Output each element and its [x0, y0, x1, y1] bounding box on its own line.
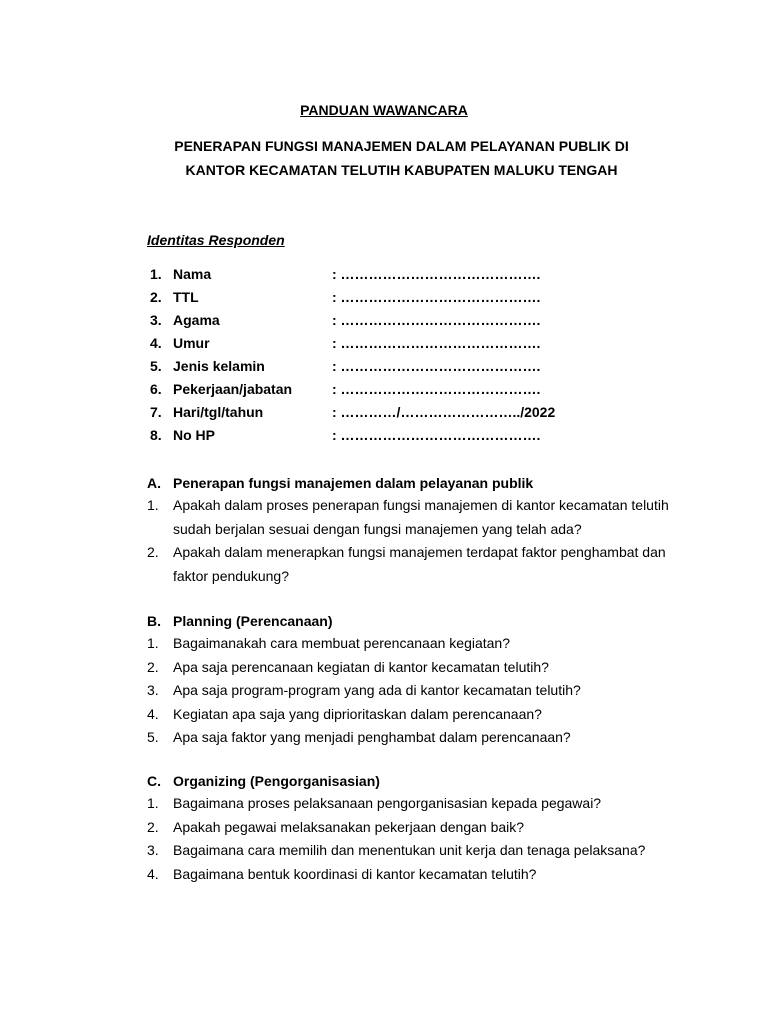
- document-subtitle-line2: KANTOR KECAMATAN TELUTIH KABUPATEN MALUKU TENGAH: [185, 162, 618, 178]
- field-blank: : …………………………………….: [332, 427, 541, 443]
- field-label: Umur: [173, 335, 210, 351]
- question-list-b: [147, 632, 673, 750]
- question-number: 1.: [147, 497, 159, 513]
- section-title: Penerapan fungsi manajemen dalam pelayanan publik: [173, 475, 534, 491]
- field-label: Nama: [173, 266, 212, 282]
- field-blank: : …………/……………………../2022: [332, 404, 556, 420]
- question-number: 1.: [147, 795, 159, 811]
- identity-heading: Identitas Responden: [147, 232, 285, 248]
- question-number: 2.: [147, 544, 159, 560]
- question-text: Apakah pegawai melaksanakan pekerjaan dengan baik?: [173, 818, 525, 835]
- question-item: [147, 656, 673, 680]
- field-blank: : …………………………………….: [332, 266, 541, 282]
- question-number: 4.: [147, 865, 159, 882]
- field-number: 2.: [150, 289, 162, 305]
- document-title: PANDUAN WAWANCARA: [300, 102, 468, 118]
- question-item: [147, 792, 673, 816]
- field-number: 1.: [150, 266, 162, 282]
- question-number: 1.: [147, 635, 159, 651]
- question-item: [147, 863, 673, 887]
- field-number: 5.: [150, 358, 162, 374]
- section-letter: C.: [147, 773, 161, 789]
- field-blank: : …………………………………….: [332, 358, 541, 374]
- section-title: Planning (Perencanaan): [173, 613, 333, 629]
- question-text: Bagaimana cara memilih dan menentukan unit kerja dan tenaga pelaksana?: [173, 842, 646, 858]
- field-blank: : …………………………………….: [332, 335, 541, 351]
- question-text: Bagaimanakah cara membuat perencanaan kegiatan?: [173, 635, 511, 651]
- question-item: [147, 679, 673, 703]
- question-text: Apa saja faktor yang menjadi penghambat dalam perencanaan?: [173, 729, 571, 745]
- question-number: 5.: [147, 729, 159, 745]
- field-label: TTL: [173, 289, 199, 305]
- question-list-a: [147, 494, 673, 588]
- question-item: [147, 541, 673, 588]
- question-text: Bagaimana proses pelaksanaan pengorganisasian kepada pegawai?: [173, 795, 602, 811]
- field-label: Pekerjaan/jabatan: [173, 381, 293, 397]
- field-number: 4.: [150, 335, 162, 351]
- field-label: Hari/tgl/tahun: [173, 404, 264, 420]
- question-item: [147, 726, 673, 750]
- field-blank: : …………………………………….: [332, 381, 541, 397]
- question-text: Apakah dalam proses penerapan fungsi manajemen di kantor kecamatan telutih sudah berjalan sesuai dengan fungsi manajemen yang telah ada?: [173, 497, 669, 537]
- field-label: No HP: [173, 427, 215, 443]
- question-item: [147, 839, 673, 863]
- field-blank: : …………………………………….: [332, 312, 541, 328]
- question-item: [147, 816, 673, 840]
- field-label: Agama: [173, 312, 220, 328]
- question-text: Bagaimana bentuk koordinasi di kantor kecamatan telutih?: [173, 865, 537, 882]
- question-number: 3.: [147, 682, 159, 698]
- question-number: 2.: [147, 818, 159, 835]
- question-item: [147, 632, 673, 656]
- question-number: 4.: [147, 705, 159, 722]
- field-label: Jenis kelamin: [173, 358, 265, 374]
- document-subtitle-line1: PENERAPAN FUNGSI MANAJEMEN DALAM PELAYANAN PUBLIK DI: [174, 138, 629, 154]
- question-list-c: [147, 792, 673, 886]
- field-blank: : …………………………………….: [332, 289, 541, 305]
- question-text: Apakah dalam menerapkan fungsi manajemen terdapat faktor penghambat dan faktor pendukung?: [173, 544, 666, 584]
- question-text: Apa saja perencanaan kegiatan di kantor kecamatan telutih?: [173, 658, 549, 675]
- section-title: Organizing (Pengorganisasian): [173, 773, 380, 789]
- question-number: 2.: [147, 658, 159, 675]
- question-item: [147, 703, 673, 727]
- section-letter: B.: [147, 613, 161, 629]
- field-number: 8.: [150, 427, 162, 443]
- question-item: [147, 494, 673, 541]
- field-number: 3.: [150, 312, 162, 328]
- section-letter: A.: [147, 475, 161, 491]
- question-text: Kegiatan apa saja yang diprioritaskan dalam perencanaan?: [173, 705, 542, 722]
- field-number: 6.: [150, 381, 162, 397]
- question-number: 3.: [147, 842, 159, 858]
- field-number: 7.: [150, 404, 162, 420]
- question-text: Apa saja program-program yang ada di kantor kecamatan telutih?: [173, 682, 581, 698]
